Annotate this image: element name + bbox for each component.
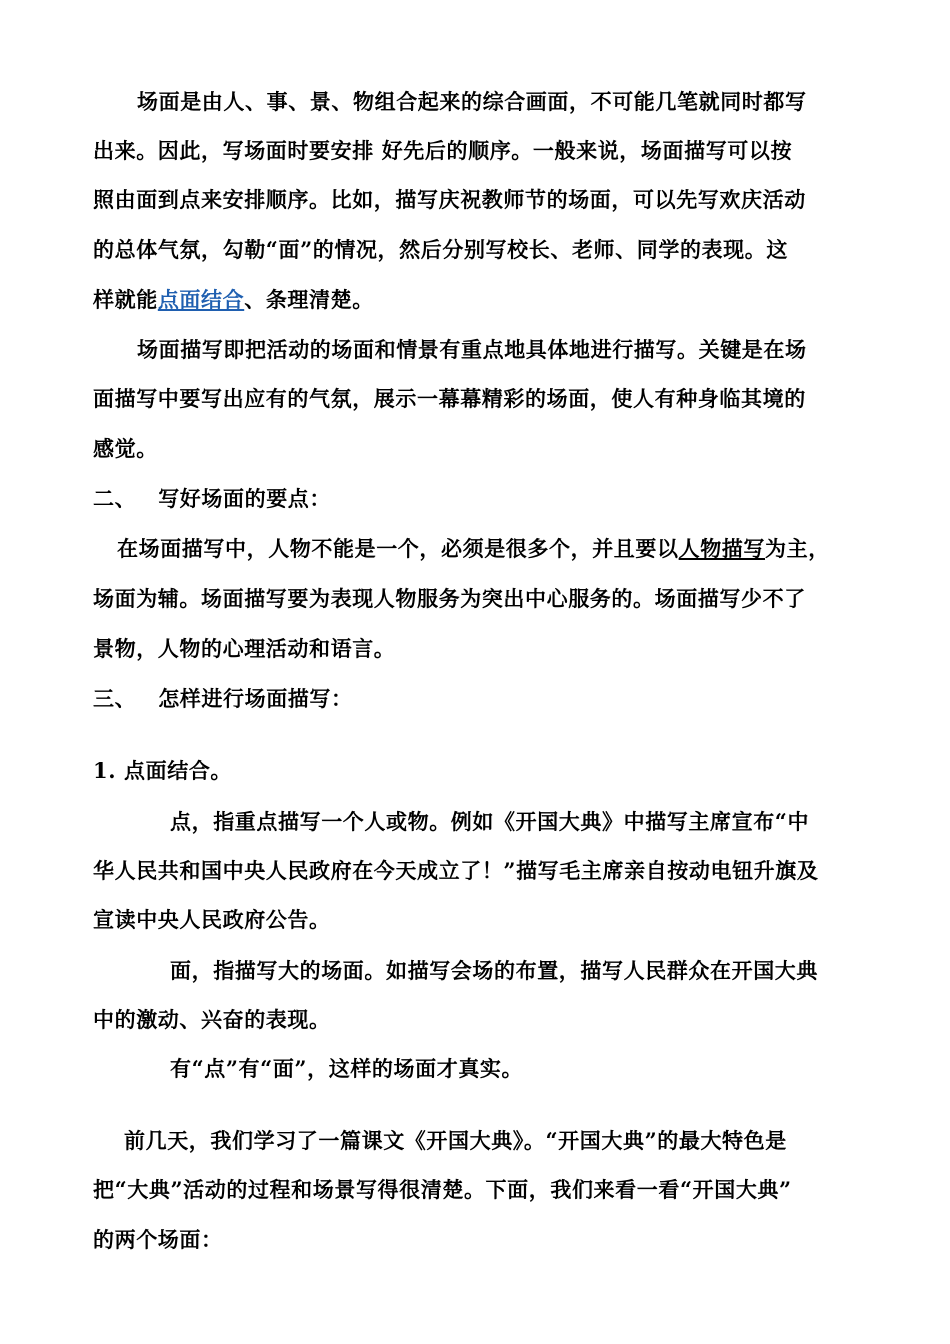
character-description-underlined: 人物描写 — [678, 536, 766, 561]
p5-line-1: 面，指描写大的场面。如描写会场的布置，描写人民群众在开国大典 — [170, 958, 818, 983]
section-2-title: 写好场面的要点： — [158, 486, 332, 511]
list-item-1: 1. 点面结合。 — [93, 758, 233, 783]
section-2-number: 二、 — [93, 486, 137, 511]
p1-line-4: 的总体气氛，勾勒“面”的情况，然后分别写校长、老师、同学的表现。这 — [93, 237, 788, 262]
p5-line-2: 中的激动、兴奋的表现。 — [93, 1007, 331, 1032]
p1-line-2: 出来。因此，写场面时要安排 好先后的顺序。一般来说，场面描写可以按 — [93, 138, 793, 163]
p3-line-1 — [117, 535, 830, 563]
p7-line-2: 把“大典”活动的过程和场景写得很清楚。下面，我们来看一看“开国大典” — [93, 1177, 792, 1202]
p3-line-2: 场面为辅。场面描写要为表现人物服务为突出中心服务的。场面描写少不了 — [93, 586, 806, 611]
p3-line-1-post: 为主， — [765, 536, 830, 561]
section-3-title: 怎样进行场面描写： — [158, 686, 353, 711]
p2-line-2: 面描写中要写出应有的气氛，展示一幕幕精彩的场面，使人有种身临其境的 — [93, 386, 806, 411]
p1-line-5 — [93, 286, 374, 314]
p1-line-5-pre: 样就能 — [93, 287, 158, 312]
section-heading-3 — [93, 685, 353, 713]
p4-line-2: 华人民共和国中央人民政府在今天成立了！”描写毛主席亲自按动电钮升旗及 — [93, 858, 819, 883]
p1-line-3: 照由面到点来安排顺序。比如，描写庆祝教师节的场面，可以先写欢庆活动 — [93, 187, 806, 212]
p2-line-3: 感觉。 — [93, 436, 158, 461]
point-surface-link[interactable]: 点面结合 — [157, 287, 245, 312]
p1-line-1: 场面是由人、事、景、物组合起来的综合画面，不可能几笔就同时都写 — [137, 89, 807, 114]
section-3-number: 三、 — [93, 686, 137, 711]
p4-line-1: 点，指重点描写一个人或物。例如《开国大典》中描写主席宣布“中 — [170, 809, 810, 834]
p4-line-3: 宣读中央人民政府公告。 — [93, 907, 331, 932]
p7-line-1: 前几天，我们学习了一篇课文《开国大典》。“开国大典”的最大特色是 — [124, 1128, 787, 1153]
section-heading-2 — [93, 485, 331, 513]
p1-line-5-post: 、条理清楚。 — [244, 287, 374, 312]
p7-line-3: 的两个场面： — [93, 1227, 223, 1252]
p3-line-3: 景物，人物的心理活动和语言。 — [93, 636, 396, 661]
p3-line-1-pre: 在场面描写中，人物不能是一个，必须是很多个，并且要以 — [117, 536, 679, 561]
p6-line-1: 有“点”有“面”，这样的场面才真实。 — [170, 1056, 524, 1081]
p2-line-1: 场面描写即把活动的场面和情景有重点地具体地进行描写。关键是在场 — [137, 337, 807, 362]
